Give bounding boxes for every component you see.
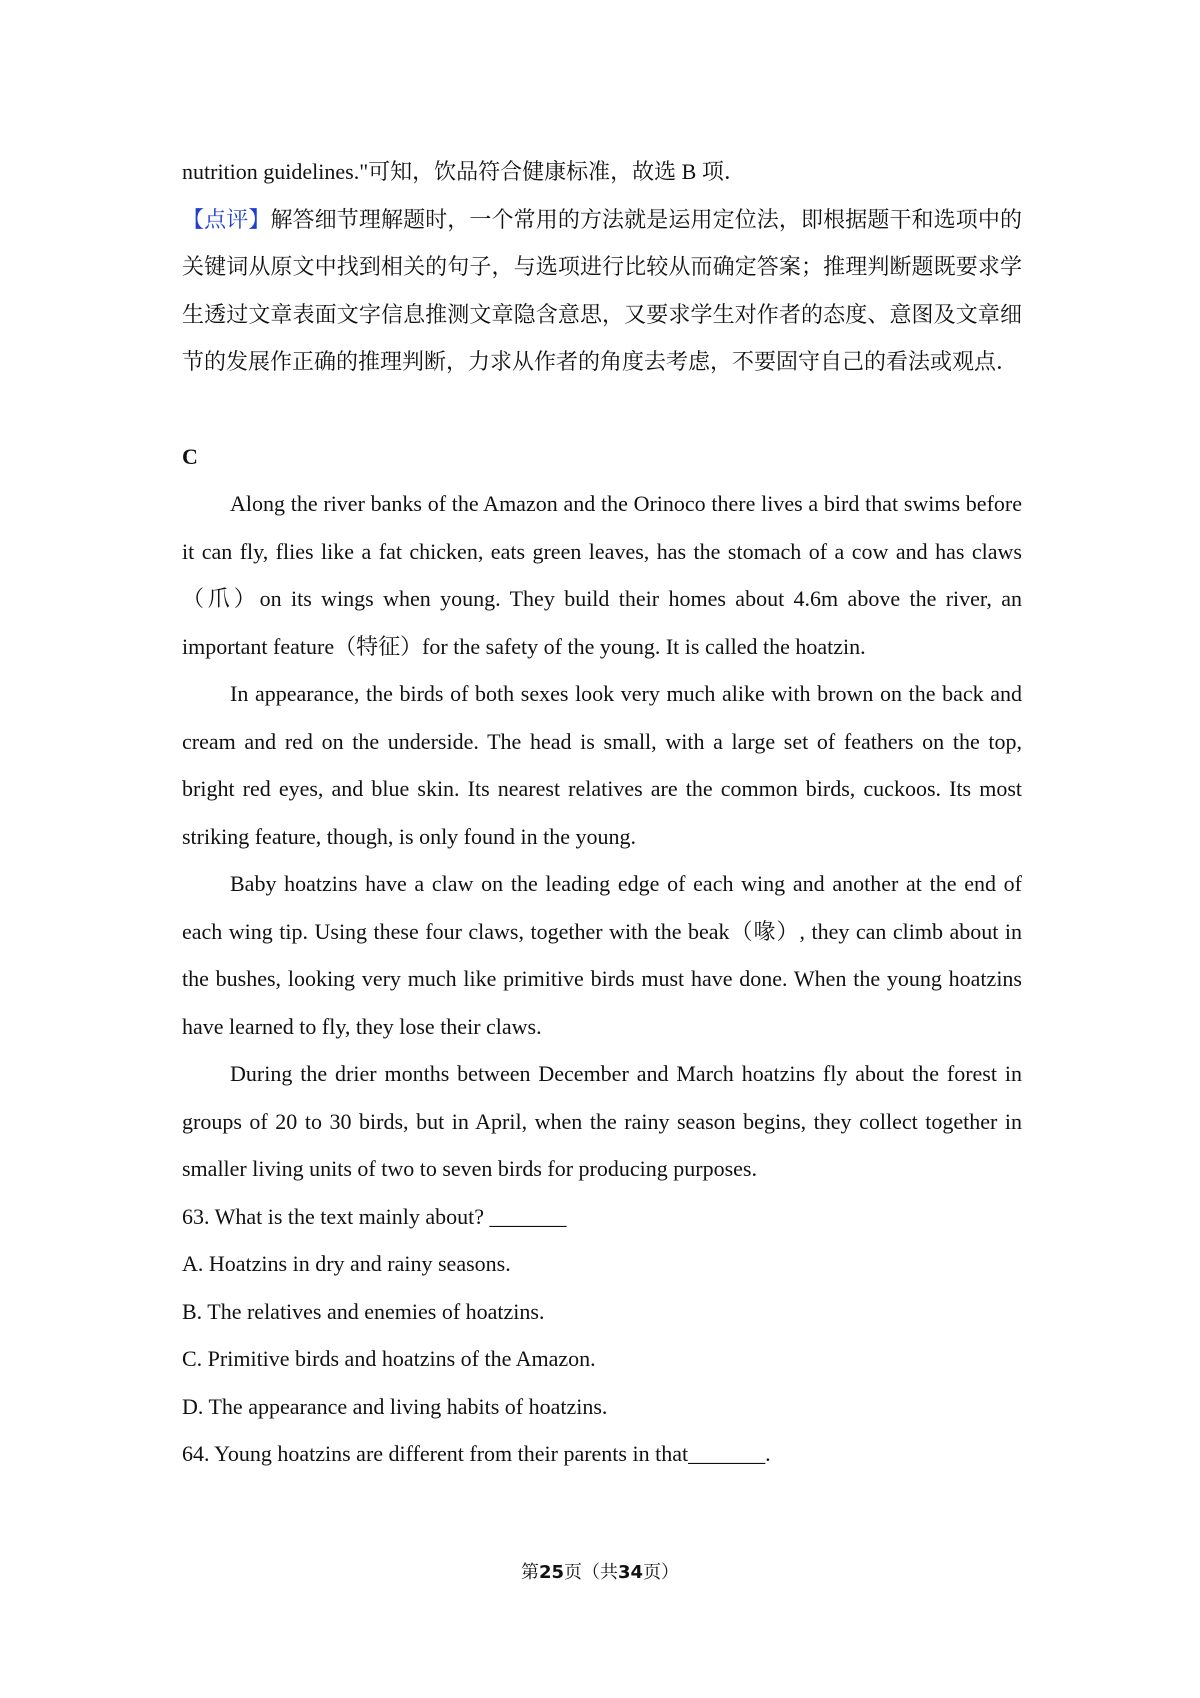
question-63-option-b: B. The relatives and enemies of hoatzins. [182, 1298, 545, 1324]
question-64: 64. Young hoatzins are different from their parents in that_______. [182, 1441, 771, 1466]
question-63-option-c: C. Primitive birds and hoatzins of the Amazon. [182, 1346, 596, 1371]
passage-paragraph-4: During the drier months between December and March hoatzins fly about the forest in groups of 20 to 30 birds, but in April, when the rainy season begins, they collect together in smaller living units of two to seven birds for producing purposes. [182, 1061, 1022, 1181]
footer-total-pages: 34 [618, 1562, 644, 1583]
footer-suffix: 页） [643, 1562, 680, 1583]
comment-text: 解答细节理解题时，一个常用的方法就是运用定位法，即根据题干和选项中的关键词从原文中找到相关的句子，与选项进行比较从而确定答案；推理判断题既要求学生透过文章表面文字信息推测文章隐含意思，又要求学生对作者的态度、意图及文章细节的发展作正确的推理判断，力求从作者的角度去考虑，不要固守自己的看法或观点． [182, 206, 1022, 374]
passage-paragraph-1: Along the river banks of the Amazon and the Orinoco there lives a bird that swims before it can fly, flies like a fat chicken, eats green leaves, has the stomach of a cow and has claws（爪）on its wings when young. They build their homes about 4.6m above the river, an important feature（特征）for the safety of the young. It is called the hoatzin. [182, 491, 1022, 659]
section-letter: C [182, 443, 198, 469]
footer-prefix: 第 [520, 1562, 539, 1583]
footer-mid: 页（共 [564, 1562, 618, 1583]
question-63-option-d: D. The appearance and living habits of hoatzins. [182, 1393, 608, 1419]
question-63-option-a: A. Hoatzins in dry and rainy seasons. [182, 1251, 511, 1276]
footer-page-number: 25 [538, 1562, 564, 1583]
analysis-tail: nutrition guidelines."可知，饮品符合健康标准，故选 B 项． [182, 159, 746, 184]
comment-tag: 【点评】 [182, 206, 271, 232]
document-body [182, 148, 1022, 1478]
page-footer [0, 1558, 1200, 1584]
comment-paragraph [182, 196, 1022, 386]
passage-paragraph-3: Baby hoatzins have a claw on the leading edge of each wing and another at the end of each wing tip. Using these four claws, together with the beak（喙）, they can climb about in the bushes, looking very much like primitive birds must have done. When the young hoatzins have learned to fly, they lose their claws. [182, 871, 1022, 1039]
passage-paragraph-2: In appearance, the birds of both sexes look very much alike with brown on the back and cream and red on the underside. The head is small, with a large set of feathers on the top, bright red eyes, and blue skin. Its nearest relatives are the common birds, cuckoos. Its most striking feature, though, is only found in the young. [182, 681, 1022, 849]
question-63: 63. What is the text mainly about? _______ [182, 1203, 567, 1229]
